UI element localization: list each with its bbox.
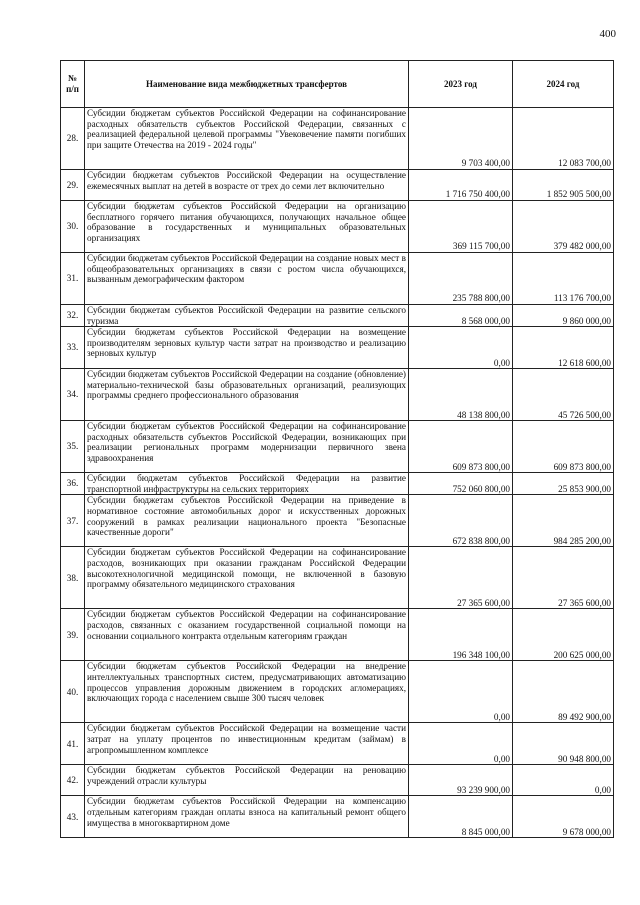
row-amount-2023: 752 060 800,00 [409,473,513,495]
table-row [61,765,614,796]
row-name: Субсидии бюджетам субъектов Российской Федерации на софинансирование расходных обязательств субъектов Российской Федерации, связанных с реализацией федеральной целевой программы "Увековечение памяти погибших при защите Отечества на 2019 - 2024 годы" [85,108,409,170]
row-amount-2024: 12 618 600,00 [513,327,614,369]
row-name: Субсидии бюджетам субъектов Российской Федерации на софинансирование расходных обязательств субъектов Российской Федерации, возникающих при реализации региональных программ модернизации первичного звена здравоохранения [85,421,409,473]
header-year-2023: 2023 год [409,61,513,108]
page-number: 400 [599,28,616,40]
row-amount-2024: 9 678 000,00 [513,796,614,838]
row-number: 40. [61,661,85,723]
row-number: 28. [61,108,85,170]
row-number: 37. [61,495,85,547]
row-number: 30. [61,201,85,253]
table-row [61,108,614,170]
header-name: Наименование вида межбюджетных трансфертов [85,61,409,108]
row-amount-2024: 45 726 500,00 [513,369,614,421]
row-amount-2023: 1 716 750 400,00 [409,170,513,201]
row-amount-2024: 0,00 [513,765,614,796]
table-row [61,495,614,547]
row-number: 35. [61,421,85,473]
row-number: 29. [61,170,85,201]
row-amount-2024: 89 492 900,00 [513,661,614,723]
row-amount-2024: 9 860 000,00 [513,305,614,327]
table-row [61,661,614,723]
row-amount-2024: 379 482 000,00 [513,201,614,253]
row-amount-2024: 200 625 000,00 [513,609,614,661]
row-amount-2023: 27 365 600,00 [409,547,513,609]
row-amount-2024: 12 083 700,00 [513,108,614,170]
row-name: Субсидии бюджетам субъектов Российской Федерации на организацию бесплатного горячего питания обучающихся, получающих начальное общее образование в государственных и муниципальных образовательных организациях [85,201,409,253]
row-name: Субсидии бюджетам субъектов Российской Федерации на возмещение производителям зерновых культур части затрат на производство и реализацию зерновых культур [85,327,409,369]
row-amount-2023: 369 115 700,00 [409,201,513,253]
table-row [61,796,614,838]
row-amount-2023: 9 703 400,00 [409,108,513,170]
table-row [61,547,614,609]
row-amount-2024: 25 853 900,00 [513,473,614,495]
row-number: 31. [61,253,85,305]
table-row [61,421,614,473]
row-amount-2024: 1 852 905 500,00 [513,170,614,201]
row-name: Субсидии бюджетам субъектов Российской Федерации на создание новых мест в общеобразовательных организациях в связи с ростом числа обучающихся, вызванным демографическим фактором [85,253,409,305]
row-amount-2023: 235 788 800,00 [409,253,513,305]
row-amount-2024: 984 285 200,00 [513,495,614,547]
row-name: Субсидии бюджетам субъектов Российской Федерации на софинансирование расходов, связанных с оказанием государственной социальной помощи на основании социального контракта отдельным категориям граждан [85,609,409,661]
row-name: Субсидии бюджетам субъектов Российской Федерации на компенсацию отдельным категориям граждан оплаты взноса на капитальный ремонт общего имущества в многоквартирном доме [85,796,409,838]
row-amount-2023: 48 138 800,00 [409,369,513,421]
row-amount-2024: 90 948 800,00 [513,723,614,765]
row-name: Субсидии бюджетам субъектов Российской Федерации на реновацию учреждений отрасли культуры [85,765,409,796]
header-year-2024: 2024 год [513,61,614,108]
row-number: 39. [61,609,85,661]
row-number: 41. [61,723,85,765]
row-amount-2024: 113 176 700,00 [513,253,614,305]
row-number: 36. [61,473,85,495]
row-number: 33. [61,327,85,369]
table-row [61,327,614,369]
row-number: 38. [61,547,85,609]
row-number: 34. [61,369,85,421]
row-name: Субсидии бюджетам субъектов Российской Федерации на развитие транспортной инфраструктуры на сельских территориях [85,473,409,495]
table-row [61,170,614,201]
row-name: Субсидии бюджетам субъектов Российской Федерации на развитие сельского туризма [85,305,409,327]
row-amount-2023: 93 239 900,00 [409,765,513,796]
row-amount-2023: 609 873 800,00 [409,421,513,473]
row-number: 42. [61,765,85,796]
row-amount-2024: 609 873 800,00 [513,421,614,473]
table-row [61,201,614,253]
row-amount-2023: 672 838 800,00 [409,495,513,547]
row-amount-2023: 8 568 000,00 [409,305,513,327]
transfers-table [60,60,614,838]
table-row [61,369,614,421]
table-row [61,305,614,327]
row-amount-2023: 0,00 [409,327,513,369]
header-num: № п/п [61,61,85,108]
row-name: Субсидии бюджетам субъектов Российской Федерации на софинансирование расходов, возникающих при оказании гражданам Российской Федерации высокотехнологичной медицинской помощи, не включенной в базовую программу обязательного медицинского страхования [85,547,409,609]
row-name: Субсидии бюджетам субъектов Российской Федерации на приведение в нормативное состояние автомобильных дорог и искусственных дорожных сооружений в рамках реализации национального проекта "Безопасные качественные дороги" [85,495,409,547]
row-number: 32. [61,305,85,327]
row-name: Субсидии бюджетам субъектов Российской Федерации на возмещение части затрат на уплату процентов по инвестиционным кредитам (займам) в агропромышленном комплексе [85,723,409,765]
table-row [61,473,614,495]
table-header-row [61,61,614,108]
row-amount-2023: 0,00 [409,723,513,765]
table-row [61,609,614,661]
table-row [61,723,614,765]
table-row [61,253,614,305]
row-name: Субсидии бюджетам субъектов Российской Федерации на создание (обновление) материально-технической базы образовательных организаций, реализующих программы среднего профессионального образования [85,369,409,421]
row-name: Субсидии бюджетам субъектов Российской Федерации на внедрение интеллектуальных транспортных систем, предусматривающих автоматизацию процессов управления дорожным движением в городских агломерациях, включающих города с населением свыше 300 тысяч человек [85,661,409,723]
row-amount-2023: 0,00 [409,661,513,723]
row-name: Субсидии бюджетам субъектов Российской Федерации на осуществление ежемесячных выплат на детей в возрасте от трех до семи лет включительно [85,170,409,201]
row-number: 43. [61,796,85,838]
row-amount-2023: 196 348 100,00 [409,609,513,661]
row-amount-2023: 8 845 000,00 [409,796,513,838]
row-amount-2024: 27 365 600,00 [513,547,614,609]
